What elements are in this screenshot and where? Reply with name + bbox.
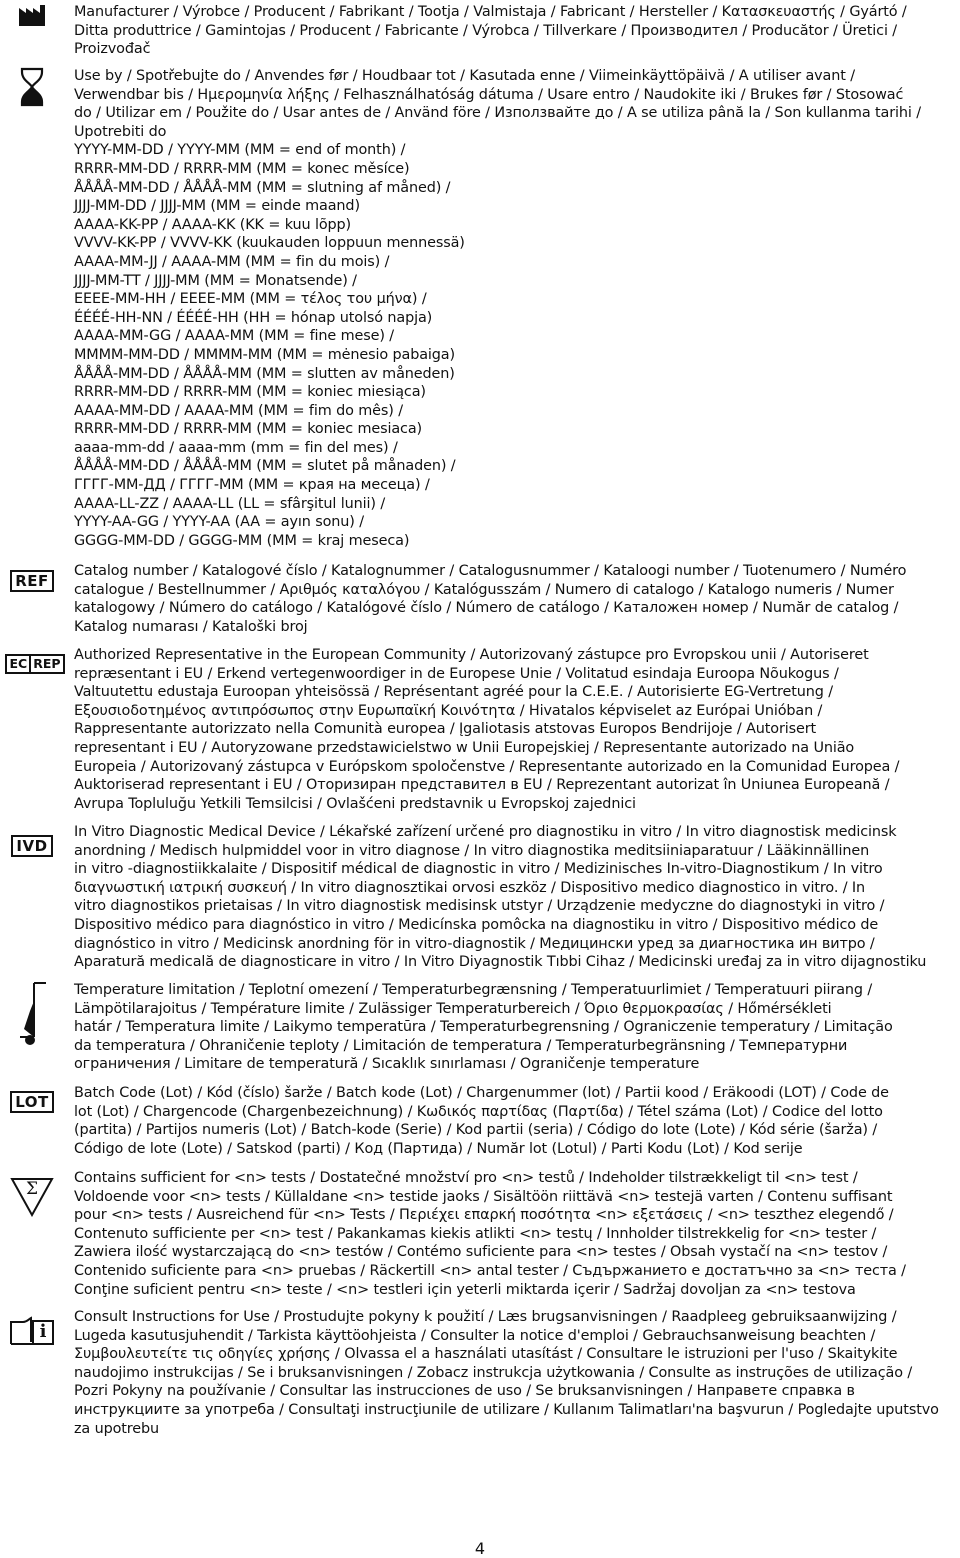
sufficient-tests-text xyxy=(74,1169,954,1299)
sigma-triangle-icon xyxy=(6,1177,58,1217)
text-line: Temperature limitation / Teplotní omezení / Temperaturbegrænsning / Temperatuurlimiet / Temperatuuri piirang / xyxy=(74,982,873,998)
text-line: Batch Code (Lot) / Kód (číslo) šarže / Batch kode (Lot) / Chargenummer (lot) / Partii kood / Eräkoodi (LOT) / Code de xyxy=(74,1085,889,1101)
temperature-limit-text xyxy=(74,981,954,1074)
text-line: YYYY-MM-DD / YYYY-MM (MM = end of month) / xyxy=(74,142,406,159)
text-line: határ / Temperatura limite / Laikymo temperatūra / Temperaturbegrensning / Ograniczenie temperatury / Limitação xyxy=(74,1019,893,1036)
text-line: Contains sufficient for <n> tests / Dostatečné množství pro <n> testů / Indeholder tilstrækkeligt til <n> test / xyxy=(74,1170,858,1186)
text-line: AAAA-MM-JJ / AAAA-MM (MM = fin du mois) / xyxy=(74,253,390,270)
text-line: MMMM-MM-DD / MMMM-MM (MM = mėnesio pabaiga) xyxy=(74,346,455,363)
text-line: Verwendbar bis / Ημερομηνία λήξης / Felhasználhatóság dátuma / Usare entro / Naudokite iki / Brukes før / Stosować xyxy=(74,86,904,103)
text-line: Lämpötilarajoitus / Température limite / Zulässiger Temperaturbereich / Όριο θερμοκρασίας / Hőmérsékleti xyxy=(74,1000,832,1017)
text-line: za upotrebu xyxy=(74,1420,160,1437)
text-line: ÅÅÅÅ-MM-DD / ÅÅÅÅ-MM (MM = slutten av måneden) xyxy=(74,365,455,382)
text-line: catalogue / Bestellnummer / Αριθμός καταλόγου / Katalógusszám / Numero di catalogo / Katalogo numeris / Numer xyxy=(74,581,894,598)
ivd-symbol xyxy=(6,835,58,857)
batch-code-text xyxy=(74,1084,954,1158)
text-line: Use by / Spotřebujte do / Anvendes før / Houdbaar tot / Kasutada enne / Viimeinkäyttöpäivä / A utiliser avant / xyxy=(74,68,855,84)
text-line: Zawiera ilość wystarczającą do <n> testów / Contémo suficiente para <n> testes / Obsah vystačí na <n> testov / xyxy=(74,1244,888,1261)
text-line: JJJJ-MM-TT / JJJJ-MM (MM = Monatsende) / xyxy=(74,272,357,289)
text-line: Manufacturer / Výrobce / Producent / Fabrikant / Tootja / Valmistaja / Fabricant / Hersteller / Κατασκευαστής / Gyártó / xyxy=(74,4,907,20)
text-line: инструкциите за употреба / Consultaţi instrucţiunile de utilizare / Kullanım Talimatları'na başvurun / Pogledajte uputstvo xyxy=(74,1401,939,1418)
text-line: Consult Instructions for Use / Prostudujte pokyny k použití / Læs brugsanvisningen / Raadpleeg gebruiksaanwijzing / xyxy=(74,1309,897,1325)
text-line: katalogowy / Número do catálogo / Katalógové číslo / Número de catálogo / Каталожен номер / Număr de catalog / xyxy=(74,600,899,617)
text-line: AAAA-KK-PP / AAAA-KK (KK = kuu lõpp) xyxy=(74,216,352,233)
hourglass-icon xyxy=(6,67,58,107)
text-line: Aparatură medicală de diagnosticare in vitro / In Vitro Diyagnostik Tıbbi Cihaz / Medicinski uređaj za in vitro dijagnostiku xyxy=(74,954,927,971)
text-line: Contenido suficiente para <n> pruebas / Räckertill <n> antal tester / Съдържанието е достатъчно за <n> теста / xyxy=(74,1262,906,1279)
manufacturer-icon xyxy=(6,5,58,27)
use-by-text xyxy=(74,67,954,550)
text-line: Pozri Pokyny na používanie / Consultar las instrucciones de uso / Se bruksanvisningen / Направете справка в xyxy=(74,1383,855,1400)
text-line: ÅÅÅÅ-MM-DD / ÅÅÅÅ-MM (MM = slutet på månaden) / xyxy=(74,458,456,475)
text-line: vitro diagnostikos prietaisas / In vitro diagnostisk medisinsk utstyr / Urządzenie medyczne do diagnostyki in vitro / xyxy=(74,898,885,915)
ref-symbol-label: REF xyxy=(10,570,54,592)
text-line: GGGG-MM-DD / GGGG-MM (MM = kraj meseca) xyxy=(74,532,410,549)
sigma-symbol-label: Σ xyxy=(25,1179,39,1199)
text-line: JJJJ-MM-DD / JJJJ-MM (MM = einde maand) xyxy=(74,198,360,215)
text-line: Dispositivo médico para diagnóstico in vitro / Medicínska pomôcka na diagnostiku in vitro / Dispositivo médico de xyxy=(74,916,879,933)
text-line: lot (Lot) / Chargencode (Chargenbezeichnung) / Κωδικός παρτίδας (Παρτίδα) / Tétel száma (Lot) / Codice del lotto xyxy=(74,1103,883,1120)
text-line: ГГГГ-ММ-ДД / ГГГГ-ММ (ММ = края на месеца) / xyxy=(74,477,430,494)
ec-label: EC xyxy=(7,656,31,672)
text-line: EEEE-MM-HH / EEEE-MM (MM = τέλος του μήνα) / xyxy=(74,291,427,308)
text-line: In Vitro Diagnostic Medical Device / Lékařské zařízení určené pro diagnostiku in vitro / In vitro diagnostisk medicinsk xyxy=(74,824,897,840)
text-line: pour <n> tests / Ausreichend für <n> Tests / Περιέχει επαρκή ποσότητα <n> εξετάσεις / <n> teszthez elegendő / xyxy=(74,1207,894,1224)
text-line: VVVV-KK-PP / VVVV-KK (kuukauden loppuun mennessä) xyxy=(74,235,465,252)
text-line: Avrupa Topluluğu Yetkili Temsilcisi / Ovlašćeni predstavnik u Evropskoj zajednici xyxy=(74,795,636,812)
text-line: anordning / Medisch hulpmiddel voor in vitro diagnose / In vitro diagnostika meditsiiniaparatuur / Lääkinnällinen xyxy=(74,842,870,859)
lot-symbol xyxy=(6,1091,58,1113)
authorized-representative-text xyxy=(74,646,954,813)
consult-instructions-text xyxy=(74,1308,954,1438)
ec-rep-symbol xyxy=(4,654,66,674)
text-line: Conţine suficient pentru <n> teste / <n> testleri için yeterli miktarda içerir / Sadržaj dovoljan za <n> testova xyxy=(74,1281,856,1298)
text-line: Valtuutettu edustaja Euroopan yhteisössä / Représentant agréé pour la C.E.E. / Autorisierte EG-Vertretung / xyxy=(74,684,833,701)
text-line: Authorized Representative in the European Community / Autorizovaný zástupce pro Evropskou unii / Autoriseret xyxy=(74,647,869,663)
text-line: Εξουσιοδοτημένος αντιπρόσωπος στην Ευρωπαϊκή Κοινότητα / Hivatalos képviselet az Európai Unióban / xyxy=(74,702,823,719)
text-line: ограничения / Limitare de temperatură / Sıcaklık sınırlaması / Ograničenje temperature xyxy=(74,1056,700,1073)
text-line: AAAA-MM-DD / AAAA-MM (MM = fim do mês) / xyxy=(74,402,403,419)
text-line: do / Utilizar em / Použite do / Usar antes de / Använd före / Използвайте до / A se utiliza până la / Son kullanma tarihi / xyxy=(74,105,921,122)
catalog-number-text xyxy=(74,562,954,636)
text-line: Contenuto sufficiente per <n> test / Pakankamas kiekis atlikti <n> testų / Innholder tilstrekkelig for <n> tester / xyxy=(74,1225,877,1242)
text-line: AAAA-LL-ZZ / AAAA-LL (LL = sfârşitul lunii) / xyxy=(74,495,386,512)
text-line: Proizvođač xyxy=(74,41,151,58)
text-line: Συμβουλευτείτε τις οδηγίες χρήσης / Olvassa el a használati utasítást / Consultare le istruzioni per l'uso / Skaitykite xyxy=(74,1346,898,1363)
text-line: naudojimo instrukcijas / Se i bruksanvisningen / Zobacz instrukcja użytkowania / Consulte as instruções de utilização / xyxy=(74,1364,913,1381)
manufacturer-text xyxy=(74,3,954,59)
ivd-text xyxy=(74,823,954,972)
text-line: Lugeda kasutusjuhendit / Tarkista käyttöohjeista / Consulter la notice d'emploi / Gebrauchsanweisung beachten / xyxy=(74,1327,876,1344)
text-line: (partita) / Partijos numeris (Lot) / Batch-kode (Serie) / Kod partii (seria) / Código do lote (Lote) / Kód série (šarža) / xyxy=(74,1122,878,1139)
text-line: διαγνωστική ιατρική συσκευή / In vitro diagnosztikai orvosi eszköz / Dispositivo medico diagnostico in vitro. / In xyxy=(74,879,866,896)
ref-symbol xyxy=(6,570,58,592)
text-line: ÅÅÅÅ-MM-DD / ÅÅÅÅ-MM (MM = slutning af måned) / xyxy=(74,179,451,196)
ivd-symbol-label: IVD xyxy=(11,835,52,857)
rep-label: REP xyxy=(33,656,61,671)
text-line: diagnóstico in vitro / Medicinsk anordning för in vitro-diagnostik / Медицински уред за диагностика ин витро / xyxy=(74,935,875,952)
text-line: Upotrebiti do xyxy=(74,123,167,140)
text-line: AAAA-MM-GG / AAAA-MM (MM = fine mese) / xyxy=(74,328,395,345)
thermometer-icon xyxy=(6,981,58,1047)
text-line: Ditta produttrice / Gamintojas / Producent / Fabricante / Výrobca / Tillverkare / Производител / Producător / Üretici / xyxy=(74,22,898,39)
text-line: representant i EU / Autoryzowane przedstawicielstwo w Unii Europejskiej / Representante autorizado na União xyxy=(74,739,855,756)
ec-rep-box xyxy=(5,654,64,674)
page-number: 4 xyxy=(474,1539,486,1558)
text-line: Katalog numarası / Kataloški broj xyxy=(74,618,308,635)
text-line: da temperatura / Ohraničenie teploty / Limitación de temperatura / Temperaturbegränsning / Температурни xyxy=(74,1037,848,1054)
text-line: Europeia / Autorizovaný zástupca v Európskom spoločenstve / Representante autorizado en la Comunidad Europea / xyxy=(74,758,900,775)
text-line: Voldoende voor <n> tests / Küllaldane <n> testide jaoks / Sisältöön riittävä <n> testejä varten / Contenu suffisant xyxy=(74,1188,893,1205)
text-line: repræsentant i EU / Erkend vertegenwoordiger in de Europese Unie / Volitatud esindaja Euroopa Nõukogus / xyxy=(74,665,839,682)
text-line: Rappresentante autorizzato nella Comunità europea / Įgaliotasis atstovas Europos Bendrijoje / Autorisert xyxy=(74,721,817,738)
text-line: Catalog number / Katalogové číslo / Katalognummer / Catalogusnummer / Kataloogi number / Tuotenumero / Numéro xyxy=(74,563,907,579)
text-line: Código de lote (Lote) / Satskod (parti) / Код (Партида) / Număr lot (Lotul) / Parti Kodu (Lot) / Kod serije xyxy=(74,1140,803,1157)
text-line: in vitro -diagnostiikkalaite / Dispositif médical de diagnostic in vitro / Medizinisches In-vitro-Diagnostikum / In vitro xyxy=(74,861,883,878)
text-line: Auktoriserad representant i EU / Оторизиран представител в ЕU / Reprezentant autorizat în Uniunea Europeană / xyxy=(74,777,890,794)
info-symbol-label: i xyxy=(39,1321,47,1342)
lot-symbol-label: LOT xyxy=(10,1091,54,1113)
text-line: YYYY-AA-GG / YYYY-AA (AA = ayın sonu) / xyxy=(74,514,364,531)
text-line: RRRR-MM-DD / RRRR-MM (MM = koniec mesiaca) xyxy=(74,421,423,438)
text-line: RRRR-MM-DD / RRRR-MM (MM = konec měsíce) xyxy=(74,160,410,177)
text-line: ÉÉÉÉ-HH-NN / ÉÉÉÉ-HH (HH = hónap utolsó napja) xyxy=(74,309,433,326)
text-line: RRRR-MM-DD / RRRR-MM (MM = koniec miesiąca) xyxy=(74,384,426,401)
instructions-book-icon xyxy=(6,1316,58,1346)
text-line: aaaa-mm-dd / aaaa-mm (mm = fin del mes) / xyxy=(74,439,398,456)
